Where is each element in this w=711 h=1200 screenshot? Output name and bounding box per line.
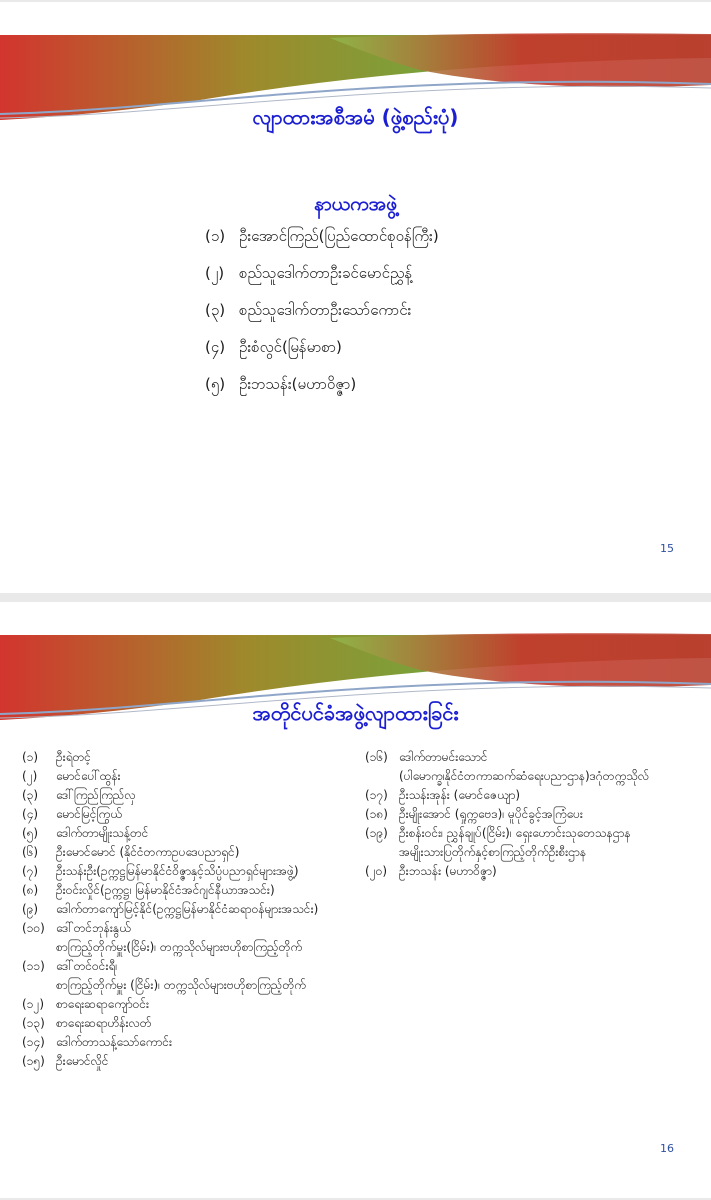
list-item: (၁၉) ဦးစန်းဝင်း၊ ညွှန်ချုပ်(ငြိမ်း)၊ ရှေးဟောင်းသုတေသနဌာန [365,826,631,840]
list-item: (၁၈) ဦးမျိုးအောင် (ရှုက္ကဗေဒ)၊ မူပိုင်ခွင့်အကြံပေး [365,807,583,821]
section-heading: နာယကအဖွဲ့ [314,193,397,215]
list-item: (၂) စည်သူဒေါက်တာဦးခင်မောင်ညွှန့် [205,264,413,282]
list-item: (၁၅) ဦးမောင်လှိုင် [22,1054,109,1068]
list-item: (၁) ဦးရဲတင့် [22,750,91,764]
list-item: (၁၇) ဦးသန်းအုန်း (မောင်ဇေယျာ) [365,788,521,802]
list-item: (၁၃) စာရေးဆရာဟိန်းလတ် [22,1016,152,1030]
list-item: (၁) ဦးအောင်ကြည်(ပြည်ထောင်စုဝန်ကြီး) [205,227,439,245]
list-item: (၃) ဒေါ်ကြည်ကြည်လှ [22,788,136,802]
patron-list [205,227,439,412]
list-item-continuation: စာကြည့်တိုက်မှူး(ငြိမ်း)၊ တက္ကသိုလ်များဗဟိုစာကြည့်တိုက် [56,940,303,954]
list-item: (၂) မောင်ပေါ်ထွန်း [22,769,121,783]
page-number: 16 [660,1142,674,1155]
slide-title: လျာထားအစီအမံ (ဖွဲ့စည်းပုံ) [252,105,459,129]
list-item: (၁၁) ဒေါ်တင်ဝင်းရီ၊ [22,959,118,973]
list-item: (၁၆) ဒေါက်တာမင်းသောင် [365,750,488,764]
slide-15 [0,2,711,593]
advisor-list-right [365,748,649,881]
list-item: (၁၄) ဒေါက်တာသန့်သော်ကောင်း [22,1035,173,1049]
list-item: (၅) ဦးဘသန်း(မဟာဝိဇ္ဇာ) [205,375,357,393]
list-item-continuation: (ပါမောက္ခ၊နိုင်ငံတကာဆက်ဆံရေးပညာဌာန)ဒဂုံတက္ကသိုလ် [399,769,650,783]
advisor-list-left [22,748,318,1071]
list-item: (၂၀) ဦးဘသန်း (မဟာဝိဇ္ဇာ) [365,864,497,878]
list-item: (၇) ဦးသန်းဦး(ဥက္ကဋ္ဌမြန်မာနိုင်ငံဝိဇ္ဇာနှင့်သိပ္ပံပညာရှင်များအဖွဲ့) [22,864,299,878]
list-item: (၄) ဦးစံလွင်(မြန်မာစာ) [205,338,342,356]
list-item: (၁၂) စာရေးဆရာကျော်ဝင်း [22,997,150,1011]
list-item-continuation: အမျိုးသားပြတိုက်နှင့်စာကြည့်တိုက်ဦးစီးဌာန [399,845,587,859]
list-item: (၅) ဒေါက်တာမျိုးသန့်တင် [22,826,149,840]
list-item: (၄) မောင်မြင့်ကြွယ် [22,807,122,821]
list-item: (၃) စည်သူဒေါက်တာဦးသော်ကောင်း [205,301,412,319]
list-item: (၉) ဒေါက်တာကျော်မြင့်နိုင်(ဥက္ကဋ္ဌမြန်မာနိုင်ငံဆရာဝန်များအသင်း) [22,902,319,916]
list-item: (၁၀) ဒေါ်တင်ဘုန်းနွယ် [22,921,131,935]
slide-title: အတိုင်ပင်ခံအဖွဲ့လျာထားခြင်း [252,701,459,725]
list-item: (၈) ဦးဝင်းလှိုင်(ဥက္ကဋ္ဌ၊ မြန်မာနိုင်ငံအင်ဂျင်နီယာအသင်း) [22,883,275,897]
list-item: (၆) ဦးမောင်မောင် (နိုင်ငံတကာဥပဒေပညာရှင်) [22,845,240,859]
list-item-continuation: စာကြည့်တိုက်မှူး (ငြိမ်း)၊ တက္ကသိုလ်များဗဟိုစာကြည့်တိုက် [56,978,306,992]
slide-16 [0,602,711,1198]
page-number: 15 [660,542,674,555]
